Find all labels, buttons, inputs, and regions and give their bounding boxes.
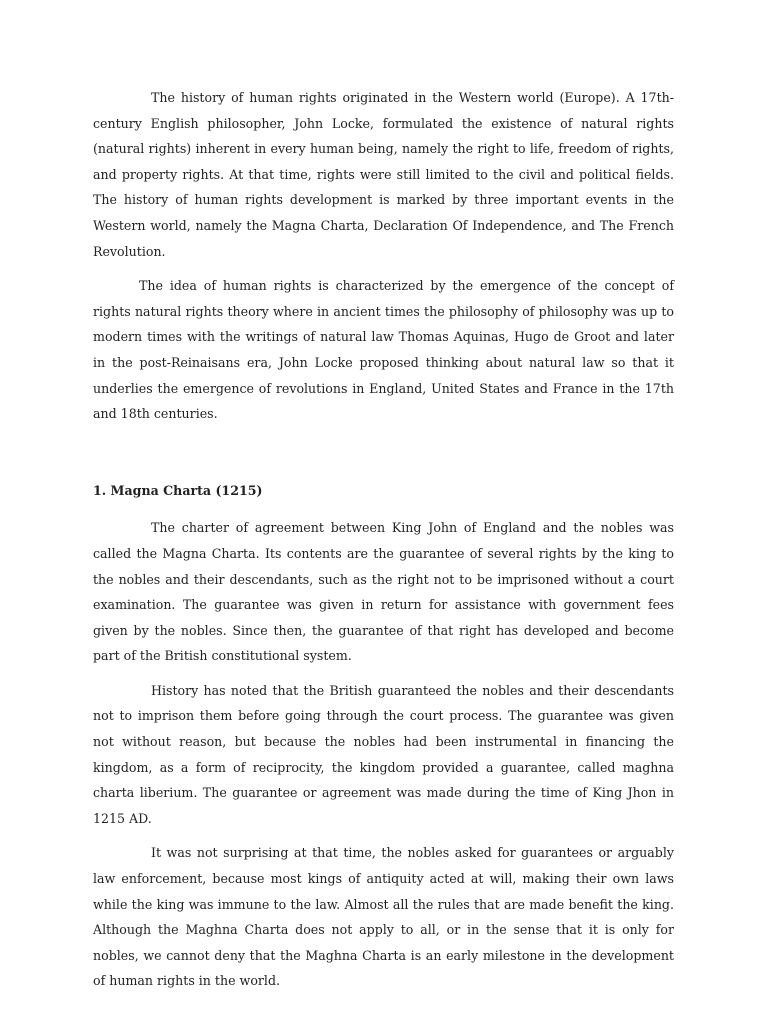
intro-paragraph-history: The history of human rights originated in the Western world (Europe). A 17th-century English philosopher, John Locke, formulated the existence of natural rights (natural rights) inherent in every human being, namely the right to life, freedom of rights, and property rights. At that time, rights were still limited to the civil and political fields. The history of human rights development is marked by three important events in the Western world, namely the Magna Charta, Declaration Of Independence, and The French Revolution.	[93, 90, 674, 259]
section-paragraph-charter: The charter of agreement between King John of England and the nobles was called the Magna Charta. Its contents are the guarantee of several rights by the king to the nobles and their descendants, such as the right not to be imprisoned without a court examination. The guarantee was given in return for assistance with government fees given by the nobles. Since then, the guarantee of that right has developed and become part of the British constitutional system.	[93, 520, 674, 664]
document-page	[93, 85, 674, 994]
section-paragraph-history-noted: History has noted that the British guaranteed the nobles and their descendants not to imprison them before going through the court process. The guarantee was given not without reason, but because the nobles had been instrumental in financing the kingdom, as a form of reciprocity, the kingdom provided a guarantee, called maghna charta liberium. The guarantee or agreement was made during the time of King Jhon in 1215 AD.	[93, 682, 674, 826]
section-paragraph-not-surprising: It was not surprising at that time, the nobles asked for guarantees or arguably law enforcement, because most kings of antiquity acted at will, making their own laws while the king was immune to the law. Almost all the rules that are made benefit the king. Although the Maghna Charta does not apply to all, or in the sense that it is only for nobles, we cannot deny that the Maghna Charta is an early milestone in the development of human rights in the world.	[93, 845, 674, 989]
intro-paragraph-idea: The idea of human rights is characterized by the emergence of the concept of rights natural rights theory where in ancient times the philosophy of philosophy was up to modern times with the writings of natural law Thomas Aquinas, Hugo de Groot and later in the post-Reinaisans era, John Locke proposed thinking about natural law so that it underlies the emergence of revolutions in England, United States and France in the 17th and 18th centuries.	[93, 278, 674, 422]
section-heading-magna-charta: 1. Magna Charta (1215)	[93, 482, 263, 498]
